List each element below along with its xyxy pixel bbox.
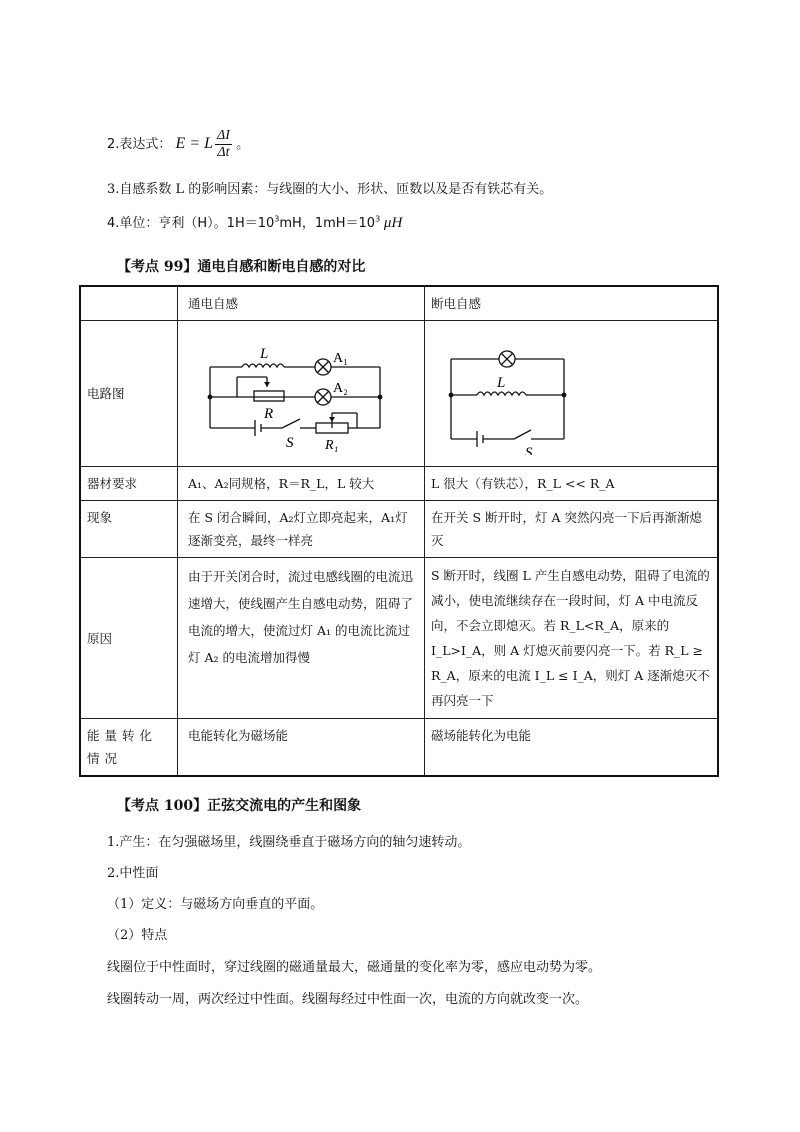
comparison-table	[79, 285, 719, 777]
unit-text-1: 4.单位：亨利（H）。1H＝10	[107, 216, 275, 231]
label-S-off: S	[525, 445, 533, 455]
generation-paragraph: 1.产生：在匀强磁场里，线圈绕垂直于磁场方向的轴匀速转动。	[107, 835, 471, 850]
unit-line	[107, 212, 402, 232]
formula-eq: = L	[185, 135, 214, 153]
formula-numerator: ΔI	[217, 128, 230, 143]
cell-equipment-off: L 很大（有铁芯），R_L << R_A	[425, 467, 719, 501]
unit-exp-2: 3	[375, 214, 381, 224]
expression-line	[107, 128, 249, 161]
label-S: S	[286, 435, 294, 451]
formula-e: E	[175, 135, 186, 153]
table-row-reason	[80, 558, 718, 719]
section-100-title: 【考点 100】正弦交流电的产生和图象	[117, 798, 362, 814]
formula-denominator: Δt	[217, 145, 230, 160]
feature-heading: （2）特点	[107, 928, 168, 943]
cell-circuit-off	[425, 321, 719, 467]
cell-reason-off: S 断开时，线圈 L 产生自感电动势，阻碍了电流的减小，使电流继续存在一段时间，灯 A 中电流反向，不会立即熄灭。若 R_L<R_A，原来的 I_L>I_A，则 A 灯熄灭前要闪亮一下。若 R_L ≥ R_A，原来的电流 I_L ≤ I_A，则灯 A 逐渐熄灭不再闪亮一下	[425, 558, 719, 719]
expression-label: 2.表达式：	[107, 137, 172, 152]
label-L-off: L	[497, 375, 506, 391]
circuit-diagram-off	[429, 325, 629, 455]
cell-energy-off: 磁场能转化为电能	[425, 719, 719, 777]
table-row-equipment	[80, 467, 718, 501]
unit-text-2: mH，1mH＝10	[279, 216, 376, 231]
row-label-reason: 原因	[80, 558, 178, 719]
feature-paragraph-1: 线圈位于中性面时，穿过线圈的磁通量最大，磁通量的变化率为零，感应电动势为零。	[107, 960, 602, 975]
cell-phenomenon-on: 在 S 闭合瞬间，A₂灯立即亮起来，A₁灯逐渐变亮，最终一样亮	[178, 501, 425, 558]
row-label-energy: 能量转化情况	[80, 719, 178, 777]
table-header-row	[80, 286, 718, 321]
cell-circuit-on	[178, 321, 425, 467]
circuit-diagram-on	[182, 325, 412, 455]
neutral-plane-heading: 2.中性面	[107, 866, 159, 881]
label-A1: A₁	[333, 351, 348, 366]
factor-line: 3.自感系数 L 的影响因素：与线圈的大小、形状、匝数以及是否有铁芯有关。	[107, 182, 553, 197]
header-cell-off: 断电自感	[425, 286, 719, 321]
cell-equipment-on: A₁、A₂同规格，R＝R_L，L 较大	[178, 467, 425, 501]
row-label-equipment: 器材要求	[80, 467, 178, 501]
definition-paragraph: （1）定义：与磁场方向垂直的平面。	[107, 897, 324, 912]
section-99-title: 【考点 99】通电自感和断电自感的对比	[117, 259, 366, 275]
unit-exp-1: 3	[274, 214, 280, 224]
formula-fraction	[215, 128, 232, 161]
inductance-formula	[176, 128, 232, 161]
cell-energy-on: 电能转化为磁场能	[178, 719, 425, 777]
row-label-circuit: 电路图	[80, 321, 178, 467]
table-row-energy	[80, 719, 718, 777]
feature-paragraph-2: 线圈转动一周，两次经过中性面。线圈每经过中性面一次，电流的方向就改变一次。	[107, 992, 589, 1007]
table-row-phenomenon	[80, 501, 718, 558]
table-row-circuit	[80, 321, 718, 467]
row-label-phenomenon: 现象	[80, 501, 178, 558]
label-R1: R₁	[325, 438, 339, 453]
label-L: L	[260, 346, 269, 362]
label-A2: A₂	[333, 381, 348, 396]
header-cell-blank	[80, 286, 178, 321]
expression-suffix: 。	[236, 137, 250, 152]
header-cell-on: 通电自感	[178, 286, 425, 321]
cell-reason-on: 由于开关闭合时，流过电感线圈的电流迅速增大，使线圈产生自感电动势，阻碍了电流的增大，使流过灯 A₁ 的电流比流过灯 A₂ 的电流增加得慢	[178, 558, 425, 719]
unit-microhenry: μH	[380, 215, 403, 231]
label-R: R	[264, 406, 274, 422]
cell-phenomenon-off: 在开关 S 断开时，灯 A 突然闪亮一下后再渐渐熄灭	[425, 501, 719, 558]
